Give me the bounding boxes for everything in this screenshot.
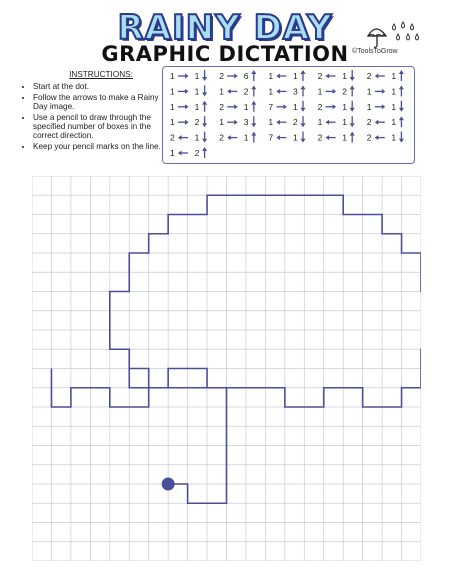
step-count: 1 (170, 86, 175, 97)
arrow-left-icon (178, 151, 188, 156)
dictation-steps (163, 67, 414, 163)
drawing-grid (32, 176, 421, 561)
arrow-up-icon (202, 101, 207, 112)
dictation-step (342, 116, 355, 127)
step-count: 1 (293, 132, 298, 143)
title: RAINY DAY (117, 8, 333, 48)
arrow-left-icon (276, 89, 286, 94)
arrow-down-icon (399, 101, 404, 112)
dictation-step (195, 116, 208, 127)
arrow-right-icon (178, 104, 189, 109)
arrow-left-icon (375, 120, 385, 125)
step-count: 1 (342, 117, 347, 128)
dictation-step (391, 101, 404, 112)
step-count: 1 (366, 86, 372, 97)
step-count: 1 (342, 101, 347, 112)
instructions-panel (22, 70, 162, 152)
step-count: 1 (243, 132, 249, 143)
dictation-step (268, 117, 286, 127)
step-count: 1 (219, 117, 224, 128)
dictation-step (170, 71, 189, 81)
arrow-left-icon (375, 74, 385, 79)
arrow-down-icon (301, 101, 306, 112)
dictation-step (318, 102, 337, 112)
step-count: 1 (243, 101, 249, 112)
arrow-left-icon (276, 135, 286, 140)
step-count: 7 (268, 132, 274, 143)
arrow-up-icon (350, 132, 355, 143)
dictation-step (367, 71, 385, 81)
dictation-step (195, 101, 208, 112)
dictation-step (268, 133, 286, 143)
dictation-step (342, 132, 355, 143)
step-count: 1 (268, 71, 274, 81)
dictation-step (342, 85, 355, 96)
step-count: 1 (194, 71, 200, 81)
arrow-right-icon (375, 104, 386, 109)
dictation-step (367, 102, 386, 112)
step-count: 1 (293, 101, 298, 112)
arrow-down-icon (350, 70, 355, 81)
step-count: 2 (317, 101, 323, 112)
step-count: 1 (317, 117, 323, 128)
step-count: 2 (219, 71, 224, 81)
step-count: 1 (219, 86, 224, 97)
arrow-up-icon (202, 147, 207, 158)
dictation-step (318, 86, 337, 96)
arrow-down-icon (301, 116, 306, 127)
step-count: 2 (219, 101, 224, 112)
step-count: 1 (342, 71, 347, 81)
step-count: 3 (293, 86, 298, 97)
step-count: 2 (194, 148, 200, 158)
arrow-left-icon (375, 135, 385, 140)
dictation-step (195, 70, 208, 81)
arrow-down-icon (350, 116, 355, 127)
step-count: 2 (170, 132, 175, 143)
dictation-box (162, 66, 415, 164)
dictation-step (244, 70, 256, 81)
dictation-step (342, 70, 355, 81)
step-count: 7 (268, 101, 274, 112)
dictation-step (318, 117, 336, 127)
dictation-step (318, 71, 336, 81)
dictation-step (268, 102, 287, 112)
arrow-right-icon (178, 89, 189, 94)
arrow-left-icon (227, 135, 237, 140)
arrow-right-icon (326, 89, 337, 94)
arrow-left-icon (326, 74, 336, 79)
dictation-step (195, 147, 208, 158)
dictation-step (219, 117, 238, 127)
arrow-right-icon (178, 74, 189, 79)
step-count: 2 (366, 71, 372, 81)
dictation-step (195, 132, 208, 143)
arrow-up-icon (251, 132, 256, 143)
arrow-left-icon (326, 120, 336, 125)
step-count: 1 (194, 101, 200, 112)
step-count: 2 (342, 86, 347, 97)
dictation-step (268, 71, 286, 81)
arrow-up-icon (251, 85, 256, 96)
dictation-step (367, 133, 385, 143)
dictation-step (219, 133, 237, 143)
instruction-item: • Keep your pencil marks on the line. (33, 142, 162, 151)
step-count: 1 (366, 101, 372, 112)
dictation-step (367, 117, 385, 127)
arrow-down-icon (202, 132, 207, 143)
dictation-step (219, 71, 238, 81)
step-count: 1 (268, 86, 274, 97)
dictation-step (318, 133, 336, 143)
dictation-step (293, 116, 306, 127)
step-count: 1 (342, 132, 347, 143)
step-count: 1 (170, 101, 175, 112)
step-count: 1 (194, 132, 200, 143)
dictation-step (219, 86, 237, 96)
arrow-down-icon (202, 70, 207, 81)
step-count: 2 (317, 132, 323, 143)
arrow-down-icon (350, 101, 355, 112)
subtitle: GRAPHIC DICTATION (101, 42, 349, 66)
arrow-up-icon (301, 70, 306, 81)
dictation-step (244, 85, 256, 96)
instruction-item: • Follow the arrows to make a Rainy Day image. (33, 93, 162, 112)
step-count: 1 (391, 117, 397, 128)
step-count: 1 (391, 86, 397, 97)
step-count: 3 (243, 117, 249, 128)
dictation-step (367, 86, 386, 96)
step-count: 2 (194, 117, 200, 128)
arrow-right-icon (178, 120, 189, 125)
step-count: 1 (293, 71, 298, 81)
brand-label: ©ToolsToGrow (352, 48, 398, 55)
dictation-step (391, 70, 404, 81)
arrow-left-icon (326, 135, 336, 140)
step-count: 1 (317, 86, 323, 97)
step-count: 2 (219, 132, 224, 143)
dictation-step (391, 116, 404, 127)
step-count: 2 (243, 86, 249, 97)
step-count: 2 (293, 117, 298, 128)
dictation-step (342, 101, 355, 112)
step-count: 2 (366, 132, 372, 143)
arrow-right-icon (375, 89, 386, 94)
dictation-step (244, 101, 256, 112)
dictation-step (170, 117, 189, 127)
dictation-step (293, 101, 306, 112)
arrow-left-icon (178, 135, 188, 140)
dictation-step (195, 85, 208, 96)
arrow-up-icon (350, 85, 355, 96)
step-count: 1 (268, 117, 274, 128)
dictation-step (391, 85, 404, 96)
dictation-step (219, 102, 238, 112)
dictation-step (293, 70, 306, 81)
arrow-right-icon (227, 120, 238, 125)
arrow-up-icon (399, 116, 404, 127)
dictation-step (293, 85, 306, 96)
dictation-step (170, 133, 188, 143)
dictation-step (244, 132, 256, 143)
arrow-down-icon (399, 132, 404, 143)
instruction-item: • Start at the dot. (33, 82, 162, 91)
step-count: 1 (170, 148, 175, 158)
arrow-up-icon (251, 70, 256, 81)
instructions-list (22, 82, 162, 151)
arrow-right-icon (227, 104, 238, 109)
arrow-down-icon (202, 116, 207, 127)
start-dot (162, 478, 175, 491)
step-count: 1 (391, 132, 397, 143)
dictation-step (391, 132, 404, 143)
instructions-heading: INSTRUCTIONS: (69, 70, 133, 79)
arrow-left-icon (227, 89, 237, 94)
step-count: 1 (194, 86, 200, 97)
step-count: 1 (170, 71, 175, 81)
arrow-down-icon (251, 116, 256, 127)
arrow-down-icon (202, 85, 207, 96)
step-count: 1 (170, 117, 175, 128)
arrow-right-icon (326, 104, 337, 109)
instruction-item: • Use a pencil to draw through the specified number of boxes in the correct direction. (33, 113, 162, 141)
dictation-step (170, 102, 189, 112)
dictation-step (170, 86, 189, 96)
arrow-right-icon (276, 104, 287, 109)
arrow-up-icon (301, 85, 306, 96)
arrow-up-icon (251, 101, 256, 112)
dictation-step (293, 132, 306, 143)
step-count: 2 (317, 71, 323, 81)
arrow-down-icon (301, 132, 306, 143)
step-count: 6 (243, 71, 249, 81)
arrow-up-icon (399, 85, 404, 96)
step-count: 2 (366, 117, 372, 128)
step-count: 1 (391, 71, 397, 81)
dictation-step (170, 148, 188, 158)
step-count: 1 (391, 101, 397, 112)
arrow-left-icon (276, 74, 286, 79)
arrow-left-icon (276, 120, 286, 125)
dictation-step (268, 86, 286, 96)
arrow-up-icon (399, 70, 404, 81)
dictation-step (244, 116, 256, 127)
arrow-right-icon (227, 74, 238, 79)
